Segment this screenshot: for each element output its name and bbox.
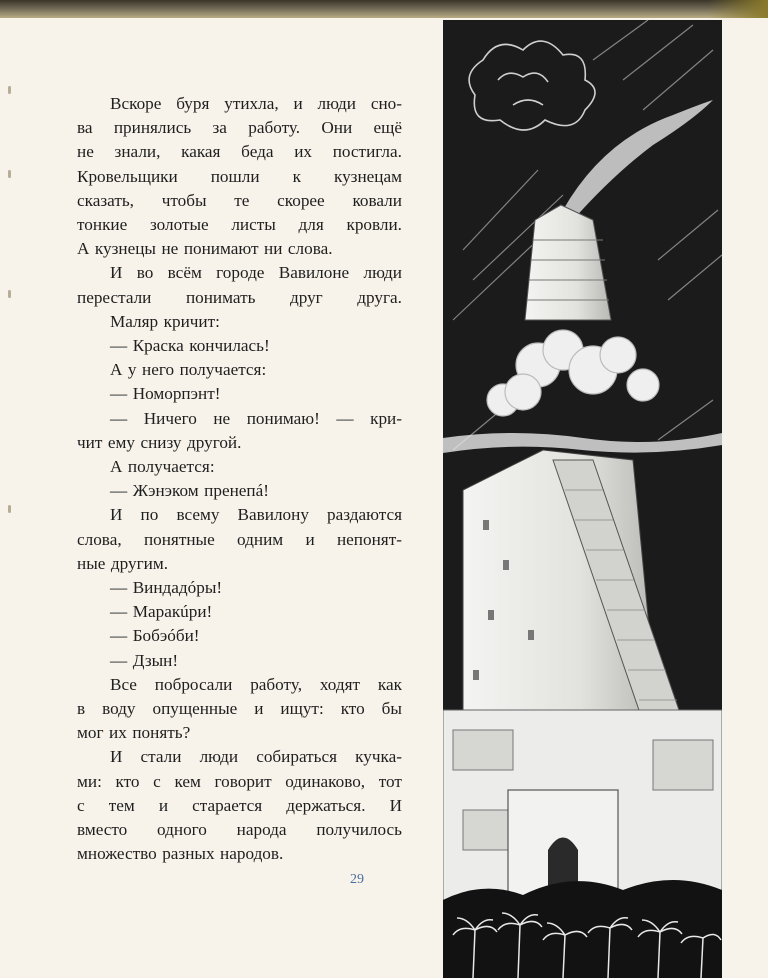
word: за	[212, 118, 227, 138]
word: снизу	[140, 432, 182, 452]
text-line	[77, 745, 402, 769]
word: И	[110, 505, 123, 525]
book-top-edge	[0, 0, 768, 18]
word: тот	[378, 771, 402, 791]
word: тонкие	[77, 215, 128, 235]
word: работу.	[248, 118, 301, 138]
text-line	[77, 140, 402, 164]
word: ные	[77, 553, 106, 573]
word: как	[377, 674, 402, 694]
word: с	[77, 795, 85, 815]
foreground-hills	[443, 880, 722, 978]
word: кричит:	[163, 311, 220, 331]
text-line	[77, 334, 402, 358]
word: множество	[77, 844, 157, 864]
word: собираться	[256, 747, 338, 767]
word: бы	[381, 699, 402, 719]
word: Вскоре	[110, 94, 162, 113]
word: ещё	[373, 118, 402, 138]
word: те	[234, 190, 250, 210]
word: ходят	[319, 674, 361, 694]
word: по	[140, 505, 159, 525]
word: Дзын!	[132, 650, 179, 670]
word: кузнецам	[333, 166, 402, 186]
text-line	[77, 237, 402, 261]
word: буря	[176, 94, 210, 113]
word: Все	[110, 674, 137, 694]
word: не	[161, 239, 179, 259]
word: и	[305, 529, 315, 549]
word: сказать,	[77, 190, 134, 210]
word: беда	[241, 142, 274, 162]
text-line	[77, 382, 402, 406]
word: говорит	[214, 771, 272, 791]
margin-mark	[8, 170, 11, 178]
word: слова,	[77, 529, 122, 549]
word: понять?	[132, 723, 191, 743]
word: сно-	[370, 94, 402, 113]
word: получилось	[316, 820, 402, 840]
word: всём	[167, 263, 202, 283]
word: кровли.	[346, 215, 402, 235]
word: не	[77, 142, 94, 162]
text-line	[77, 310, 402, 334]
margin-mark	[8, 86, 11, 94]
word: друг	[289, 287, 323, 307]
text-line	[77, 407, 402, 431]
word: другим.	[110, 553, 169, 573]
word: Вавилоне	[278, 263, 350, 283]
text-line	[77, 455, 402, 479]
word: Краска	[132, 336, 184, 356]
word: золотые	[149, 215, 209, 235]
text-line	[77, 213, 402, 237]
word: —	[110, 481, 128, 501]
word: Кровельщики	[77, 166, 178, 186]
word: их	[294, 142, 312, 162]
word: понимают	[183, 239, 259, 259]
word: и	[254, 699, 264, 719]
text-line	[77, 503, 402, 527]
word: городе	[216, 263, 265, 283]
word: И	[389, 795, 402, 815]
word: друга.	[357, 287, 402, 307]
text-line	[77, 697, 402, 721]
word: кем	[174, 771, 201, 791]
word: кри-	[370, 408, 402, 428]
word: ва	[77, 118, 93, 138]
word: —	[110, 578, 128, 598]
text-line	[77, 189, 402, 213]
word: Вавилону	[237, 505, 309, 525]
word: вместо	[77, 820, 128, 840]
word: ищут:	[280, 699, 324, 719]
text-line	[77, 116, 402, 140]
text-line	[77, 431, 402, 455]
word: принялись	[113, 118, 192, 138]
word: чтобы	[161, 190, 207, 210]
word: держаться.	[286, 795, 366, 815]
word: Виндадóры!	[132, 578, 223, 598]
word: какая	[181, 142, 221, 162]
word: во	[136, 263, 154, 283]
word: в	[77, 699, 86, 719]
word: пренепá!	[204, 481, 269, 501]
word: Жэнэком	[132, 481, 199, 501]
word: скорее	[277, 190, 325, 210]
word: —	[110, 408, 128, 428]
word: —	[110, 650, 128, 670]
word: Они	[321, 118, 353, 138]
word: другой.	[187, 432, 242, 452]
text-line	[77, 624, 402, 648]
text-line	[77, 818, 402, 842]
word: народов.	[220, 844, 284, 864]
text-line	[77, 358, 402, 382]
word: ковали	[352, 190, 402, 210]
margin-mark	[8, 505, 11, 513]
word: Маракúри!	[132, 602, 213, 622]
text-line	[77, 528, 402, 552]
word: пошли	[210, 166, 260, 186]
word: стали	[140, 747, 182, 767]
text-line	[77, 721, 402, 745]
word: побросали	[154, 674, 233, 694]
text-line	[77, 842, 402, 866]
word: работу,	[250, 674, 302, 694]
word: мог	[77, 723, 104, 743]
word: кузнецы	[94, 239, 156, 259]
word: люди	[317, 94, 356, 113]
word: люди	[199, 747, 239, 767]
word: утихла,	[224, 94, 279, 113]
word: перестали	[77, 287, 152, 307]
word: Ничего	[143, 408, 197, 428]
word: И	[110, 747, 123, 767]
word: для	[298, 215, 324, 235]
word: воду	[102, 699, 136, 719]
word: непонят-	[336, 529, 402, 549]
page-number: 29	[350, 872, 364, 887]
word: опущенные	[152, 699, 238, 719]
word: А	[110, 457, 123, 477]
text-line	[77, 165, 402, 189]
word: Бобэóби!	[132, 626, 200, 646]
text-line	[77, 479, 402, 503]
word: ему	[107, 432, 135, 452]
word: старается	[192, 795, 263, 815]
word: —	[110, 626, 128, 646]
word: у	[127, 360, 137, 380]
word: к	[292, 166, 301, 186]
word: с	[153, 771, 161, 791]
word: —	[110, 602, 128, 622]
text-line	[77, 92, 402, 116]
word: него	[142, 360, 175, 380]
word: одним	[237, 529, 284, 549]
word: слова.	[287, 239, 333, 259]
word: ни	[264, 239, 283, 259]
word: получается:	[127, 457, 215, 477]
word: —	[336, 408, 354, 428]
text-line	[77, 673, 402, 697]
word: А	[110, 360, 123, 380]
word: разных	[162, 844, 215, 864]
word: ми:	[77, 771, 102, 791]
word: кончилась!	[189, 336, 270, 356]
word: А	[77, 239, 90, 259]
page-text-column	[77, 92, 402, 867]
text-line	[77, 794, 402, 818]
word: и	[158, 795, 169, 815]
word: народа	[236, 820, 287, 840]
word: знали,	[114, 142, 161, 162]
word: И	[110, 263, 123, 283]
text-line	[77, 552, 402, 576]
word: —	[110, 336, 128, 356]
book-top-edge-gilt	[708, 0, 768, 18]
word: понимать	[185, 287, 256, 307]
word: —	[110, 384, 128, 404]
word: чит	[77, 432, 103, 452]
word: тем	[108, 795, 135, 815]
word: получается:	[179, 360, 267, 380]
text-line	[77, 576, 402, 600]
word: и	[293, 94, 303, 113]
word: одинаково,	[285, 771, 366, 791]
word: раздаются	[327, 505, 402, 525]
word: понимаю!	[246, 408, 320, 428]
word: не	[213, 408, 231, 428]
tower-illustration	[443, 20, 722, 978]
word: Номорпэнт!	[132, 384, 221, 404]
word: кучка-	[355, 747, 402, 767]
text-line	[77, 286, 402, 310]
text-line	[77, 261, 402, 285]
text-line	[77, 600, 402, 624]
word: Маляр	[110, 311, 159, 331]
word: всему	[176, 505, 220, 525]
word: одного	[157, 820, 207, 840]
word: люди	[363, 263, 402, 283]
word: постигла.	[332, 142, 402, 162]
word: кто	[340, 699, 365, 719]
word: их	[109, 723, 127, 743]
text-line	[77, 770, 402, 794]
word: листы	[231, 215, 276, 235]
word: кто	[115, 771, 140, 791]
margin-mark	[8, 290, 11, 298]
word: понятные	[143, 529, 215, 549]
text-line	[77, 649, 402, 673]
